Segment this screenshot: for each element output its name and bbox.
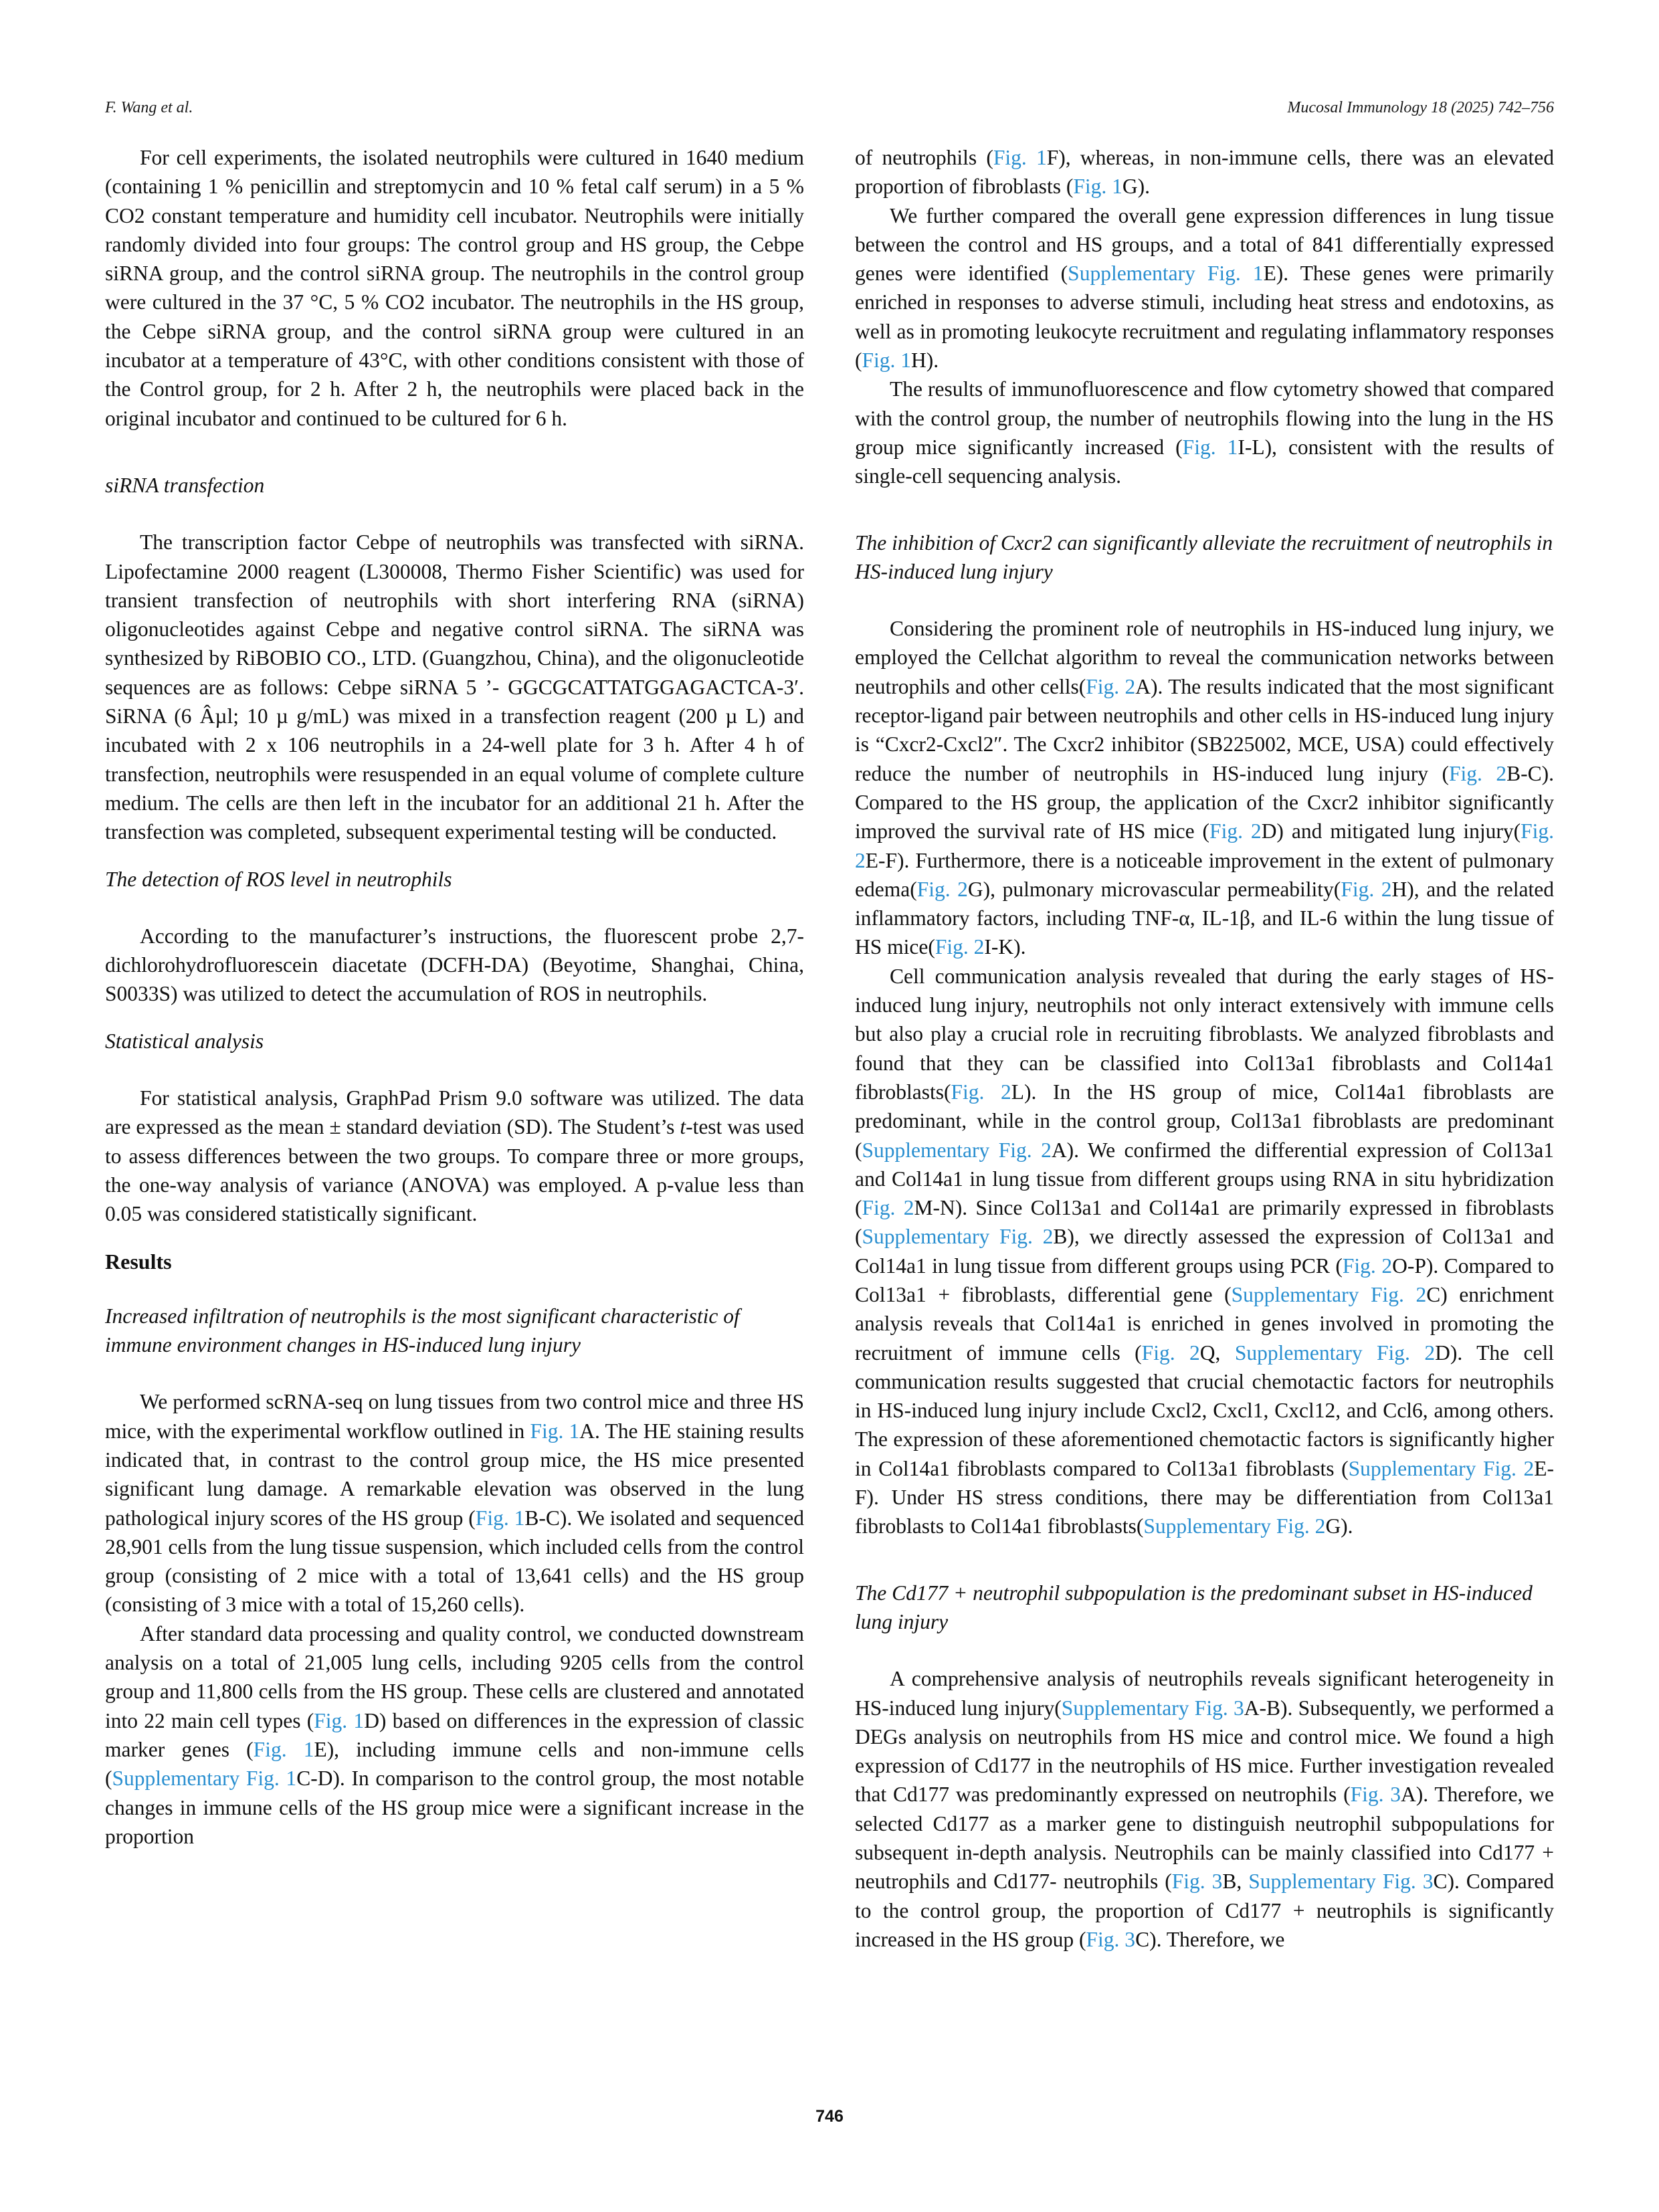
paragraph-cd177 xyxy=(855,1664,1554,1954)
text-run: G), pulmonary microvascular permeability( xyxy=(967,877,1341,901)
paragraph-sirna-transfection: The transcription factor Cebpe of neutrophils was transfected with siRNA. Lipofectamine 2000 reagent (L300008, Thermo Fisher Scientific) was used for transient transfection of neutrophils with short interfering RNA (siRNA) oligonucleotides against Cebpe and negative control siRNA. The siRNA was synthesized by RiBOBIO CO., LTD. (Guangzhou, China), and the oligonucleotide sequences are as follows: Cebpe siRNA 5 ’- GGCGCATTATGGAGACTCA-3′. SiRNA (6 Âµl; 10 µ g/mL) was mixed in a transfection reagent (200 µ L) and incubated with 2 x 106 neutrophils in a 24-well plate for 3 h. After 4 h of transfection, neutrophils were resuspended in an equal volume of complete culture medium. The cells are then left in the incubator for an additional 21 h. After the transfection was completed, subsequent experimental testing will be conducted. xyxy=(105,530,804,844)
text-run: We performed scRNA-seq on lung tissues from two control mice and three HS mice, with the experimental workflow outlined in xyxy=(105,1390,804,1443)
text-run: B-C). Compared to the HS group, the application of the Cxcr2 inhibitor significantly improved the survival rate of HS mice ( xyxy=(855,761,1554,843)
text-run: E), including immune cells and non-immune cells ( xyxy=(105,1737,804,1791)
text-run: G). xyxy=(1122,175,1150,199)
supplementary-fig-2-link[interactable]: Supplementary Fig. 2 xyxy=(1348,1456,1535,1480)
supplementary-fig-3-link[interactable]: Supplementary Fig. 3 xyxy=(1061,1696,1244,1720)
subheading-cd177-subpopulation: The Cd177 + neutrophil subpopulation is the predominant subset in HS-induced lung injury xyxy=(855,1581,1533,1633)
text-run: The results of immunofluorescence and flow cytometry showed that compared with the control group, the number of neutrophils flowing into the lung in the HS group mice significantly increased ( xyxy=(855,377,1554,459)
supplementary-fig-2-link[interactable]: Supplementary Fig. 2 xyxy=(862,1225,1054,1249)
text-run: F), whereas, in non-immune cells, there was an elevated proportion of fibroblasts ( xyxy=(855,146,1554,199)
fig-2-link[interactable]: Fig. 2 xyxy=(1209,819,1262,843)
text-run: I-K). xyxy=(984,935,1026,959)
fig-1-link[interactable]: Fig. 1 xyxy=(530,1419,580,1443)
fig-2-link[interactable]: Fig. 2 xyxy=(951,1080,1011,1104)
text-run: H), and the related inflammatory factors, including TNF-α, IL-1β, and IL-6 within the lung tissue of HS mice( xyxy=(855,877,1555,959)
fig-2-link[interactable]: Fig. 2 xyxy=(862,1196,914,1220)
text-run: L). In the HS group of mice, Col14a1 fibroblasts are predominant, while in the control group, Col13a1 fibroblasts are predominant ( xyxy=(855,1080,1554,1162)
fig-1-link[interactable]: Fig. 1 xyxy=(1182,435,1238,459)
fig-1-link[interactable]: Fig. 1 xyxy=(1073,175,1123,199)
fig-2-link[interactable]: Fig. 2 xyxy=(935,935,985,959)
fig-1-link[interactable]: Fig. 1 xyxy=(314,1708,365,1732)
text-run: E). These genes were primarily enriched in responses to adverse stimuli, including heat stress and endotoxins, as well as in promoting leukocyte recruitment and regulating inflammatory responses ( xyxy=(855,262,1555,373)
supplementary-fig-2-link[interactable]: Supplementary Fig. 2 xyxy=(1143,1514,1326,1538)
fig-2-link[interactable]: Fig. 2 xyxy=(855,819,1554,872)
text-run: A). Therefore, we selected Cd177 as a marker gene to distinguish neutrophil subpopulations for subsequent in-depth analysis. Neutrophils can be mainly classified into Cd177 + neutrophils and Cd177- neutrophils ( xyxy=(855,1783,1554,1894)
text-run: C). Compared to the control group, the proportion of Cd177 + neutrophils is significantly increased in the HS group ( xyxy=(855,1870,1555,1951)
fig-2-link[interactable]: Fig. 2 xyxy=(1448,761,1507,785)
text-run: O-P). Compared to Col13a1 + fibroblasts, differential gene ( xyxy=(855,1253,1554,1306)
text-run: D). The cell communication results suggested that crucial chemotactic factors for neutrophils in HS-induced lung injury include Cxcl2, Cxcl1, Cxcl12, and Ccl6, among others. The expression of these aforementioned chemotactic factors is significantly higher in Col14a1 fibroblasts compared to Col13a1 fibroblasts ( xyxy=(855,1340,1555,1480)
text-run: B-C). We isolated and sequenced 28,901 cells from the lung tissue suspension, which included cells from the control group (consisting of 2 mice with a total of 13,641 cells) and the HS group (consisting of 3 mice with a total of 15,260 cells). xyxy=(105,1506,804,1617)
running-head-authors: F. Wang et al. xyxy=(105,99,193,116)
text-run: Cell communication analysis revealed that during the early stages of HS-induced lung injury, neutrophils not only interact extensively with immune cells but also play a crucial role in recruiting fibroblasts. We analyzed fibroblasts and found that they can be classified into Col13a1 fibroblasts and Col14a1 fibroblasts( xyxy=(855,964,1554,1104)
subheading-cxcr2-inhibition: The inhibition of Cxcr2 can significantly alleviate the recruitment of neutrophils in HS-induced lung injury xyxy=(855,530,1553,583)
text-run: A comprehensive analysis of neutrophils reveals significant heterogeneity in HS-induced lung injury( xyxy=(855,1667,1554,1720)
fig-2-link[interactable]: Fig. 2 xyxy=(1086,674,1136,698)
paragraph-immunofluorescence xyxy=(855,375,1554,490)
text-run: A). We confirmed the differential expression of Col13a1 and Col14a1 in lung tissue from different groups using RNA in situ hybridization ( xyxy=(855,1138,1554,1220)
page-number: 746 xyxy=(815,2107,844,2126)
fig-2-link[interactable]: Fig. 2 xyxy=(1342,1253,1393,1278)
text-run: Considering the prominent role of neutrophils in HS-induced lung injury, we employed the Cellchat algorithm to reveal the communication networks between neutrophils and other cells( xyxy=(855,617,1554,698)
text-run: of neutrophils ( xyxy=(855,146,993,169)
paragraph-gene-expression xyxy=(855,201,1554,375)
text-run: C) enrichment analysis reveals that Col14a1 is enriched in genes involved in promoting the recruitment of immune cells ( xyxy=(855,1282,1554,1365)
right-column xyxy=(855,143,1554,1954)
supplementary-fig-2-link[interactable]: Supplementary Fig. 2 xyxy=(1231,1282,1427,1306)
supplementary-fig-1-link[interactable]: Supplementary Fig. 1 xyxy=(1068,262,1264,286)
text-run: A). The results indicated that the most significant receptor-ligand pair between neutrophils and other cells in HS-induced lung injury is “Cxcr2-Cxcl2″. The Cxcr2 inhibitor (SB225002, MCE, USA) could effectively reduce the number of neutrophils in HS-induced lung injury ( xyxy=(855,674,1555,785)
subheading-neutrophil-infiltration: Increased infiltration of neutrophils is the most significant characteristic of immune environment changes in HS-induced lung injury xyxy=(105,1304,740,1357)
supplementary-fig-1-link[interactable]: Supplementary Fig. 1 xyxy=(112,1767,297,1791)
paragraph-scrna-seq xyxy=(105,1387,804,1619)
text-run: D) and mitigated lung injury( xyxy=(1261,819,1521,843)
supplementary-fig-2-link[interactable]: Supplementary Fig. 2 xyxy=(1234,1340,1436,1365)
text-run: Q, xyxy=(1199,1340,1235,1365)
paragraph-statistical-analysis xyxy=(105,1084,804,1228)
paragraph-fibroblasts xyxy=(855,962,1554,1541)
text-run: A-B). Subsequently, we performed a DEGs analysis on neutrophils from HS mice and control mice. We found a high expression of Cd177 in the neutrophils of HS mice. Further investigation revealed that Cd177 was predominantly expressed on neutrophils ( xyxy=(855,1696,1554,1807)
fig-2-link[interactable]: Fig. 2 xyxy=(1341,877,1392,901)
text-run: G). xyxy=(1325,1514,1353,1538)
fig-3-link[interactable]: Fig. 3 xyxy=(1086,1927,1136,1951)
supplementary-fig-3-link[interactable]: Supplementary Fig. 3 xyxy=(1248,1870,1434,1894)
running-head-journal: Mucosal Immunology 18 (2025) 742–756 xyxy=(1287,99,1554,116)
subheading-sirna-transfection: siRNA transfection xyxy=(105,473,265,497)
paragraph-neutrophil-proportion-cont xyxy=(855,143,1554,201)
fig-3-link[interactable]: Fig. 3 xyxy=(1350,1783,1401,1807)
fig-1-link[interactable]: Fig. 1 xyxy=(862,348,912,373)
text-run: M-N). Since Col13a1 and Col14a1 are primarily expressed in fibroblasts ( xyxy=(855,1196,1554,1249)
fig-1-link[interactable]: Fig. 1 xyxy=(253,1737,314,1761)
text-run: I-L), consistent with the results of single-cell sequencing analysis. xyxy=(855,435,1554,488)
stats-t-italic: t xyxy=(680,1115,686,1139)
text-run: E-F). Furthermore, there is a noticeable improvement in the extent of pulmonary edema( xyxy=(855,848,1554,901)
text-run: D) based on differences in the expression of classic marker genes ( xyxy=(105,1708,804,1761)
text-run: B, xyxy=(1222,1870,1249,1894)
text-run: C-D). In comparison to the control group, the most notable changes in immune cells of the HS group mice were a significant increase in the proportion xyxy=(105,1767,804,1848)
text-run: C). Therefore, we xyxy=(1135,1927,1285,1951)
left-column xyxy=(105,143,804,1851)
subheading-ros-detection: The detection of ROS level in neutrophils xyxy=(105,867,452,891)
fig-1-link[interactable]: Fig. 1 xyxy=(475,1506,525,1530)
stats-text-2: -test was used to assess differences between the two groups. To compare three or more groups, the one-way analysis of variance (ANOVA) was employed. A p-value less than 0.05 was considered statistically significant. xyxy=(105,1115,804,1226)
section-heading-results: Results xyxy=(105,1249,172,1274)
paragraph-cellchat xyxy=(855,614,1554,962)
text-run: After standard data processing and quality control, we conducted downstream analysis on a total of 21,005 lung cells, including 9205 cells from the control group and 11,800 cells from the HS group. These cells are clustered and annotated into 22 main cell types ( xyxy=(105,1621,804,1732)
fig-3-link[interactable]: Fig. 3 xyxy=(1171,1870,1223,1894)
text-run: B), we directly assessed the expression of Col13a1 and Col14a1 in lung tissue from different groups using PCR ( xyxy=(855,1225,1554,1278)
supplementary-fig-2-link[interactable]: Supplementary Fig. 2 xyxy=(862,1138,1052,1162)
text-run: We further compared the overall gene expression differences in lung tissue between the control and HS groups, and a total of 841 differentially expressed genes were identified ( xyxy=(855,203,1554,286)
text-run: H). xyxy=(911,348,939,373)
stats-text-1: For statistical analysis, GraphPad Prism 9.0 software was utilized. The data are expressed as the mean ± standard deviation (SD). The Student’s xyxy=(105,1086,804,1139)
text-run: A. The HE staining results indicated that, in contrast to the control group mice, the HS mice presented significant lung damage. A remarkable elevation was observed in the lung pathological injury scores of the HS group ( xyxy=(105,1419,804,1530)
subheading-statistical-analysis: Statistical analysis xyxy=(105,1029,264,1053)
fig-2-link[interactable]: Fig. 2 xyxy=(916,877,968,901)
paragraph-quality-control xyxy=(105,1619,804,1851)
paragraph-ros-detection: According to the manufacturer’s instructions, the fluorescent probe 2,7-dichlorohydrofluorescein diacetate (DCFH-DA) (Beyotime, Shanghai, China, S0033S) was utilized to detect the accumulation of ROS in neutrophils. xyxy=(105,924,804,1006)
paragraph-cell-experiments: For cell experiments, the isolated neutrophils were cultured in 1640 medium (containing 1 % penicillin and streptomycin and 10 % fetal calf serum) in a 5 % CO2 constant temperature and humidity cell incubator. Neutrophils were initially randomly divided into four groups: The control group and HS group, the Cebpe siRNA group, and the control siRNA group. The neutrophils in the control group were cultured in the 37 °C, 5 % CO2 incubator. The neutrophils in the HS group, the Cebpe siRNA group, and the control siRNA group were cultured in an incubator at a temperature of 43°C, with other conditions consistent with those of the Control group, for 2 h. After 2 h, the neutrophils were placed back in the original incubator and continued to be cultured for 6 h. xyxy=(105,146,804,430)
text-run: E-F). Under HS stress conditions, there may be differentiation from Col13a1 fibroblasts to Col14a1 fibroblasts( xyxy=(855,1456,1554,1538)
fig-2-link[interactable]: Fig. 2 xyxy=(1141,1340,1200,1365)
fig-1-link[interactable]: Fig. 1 xyxy=(993,146,1047,169)
